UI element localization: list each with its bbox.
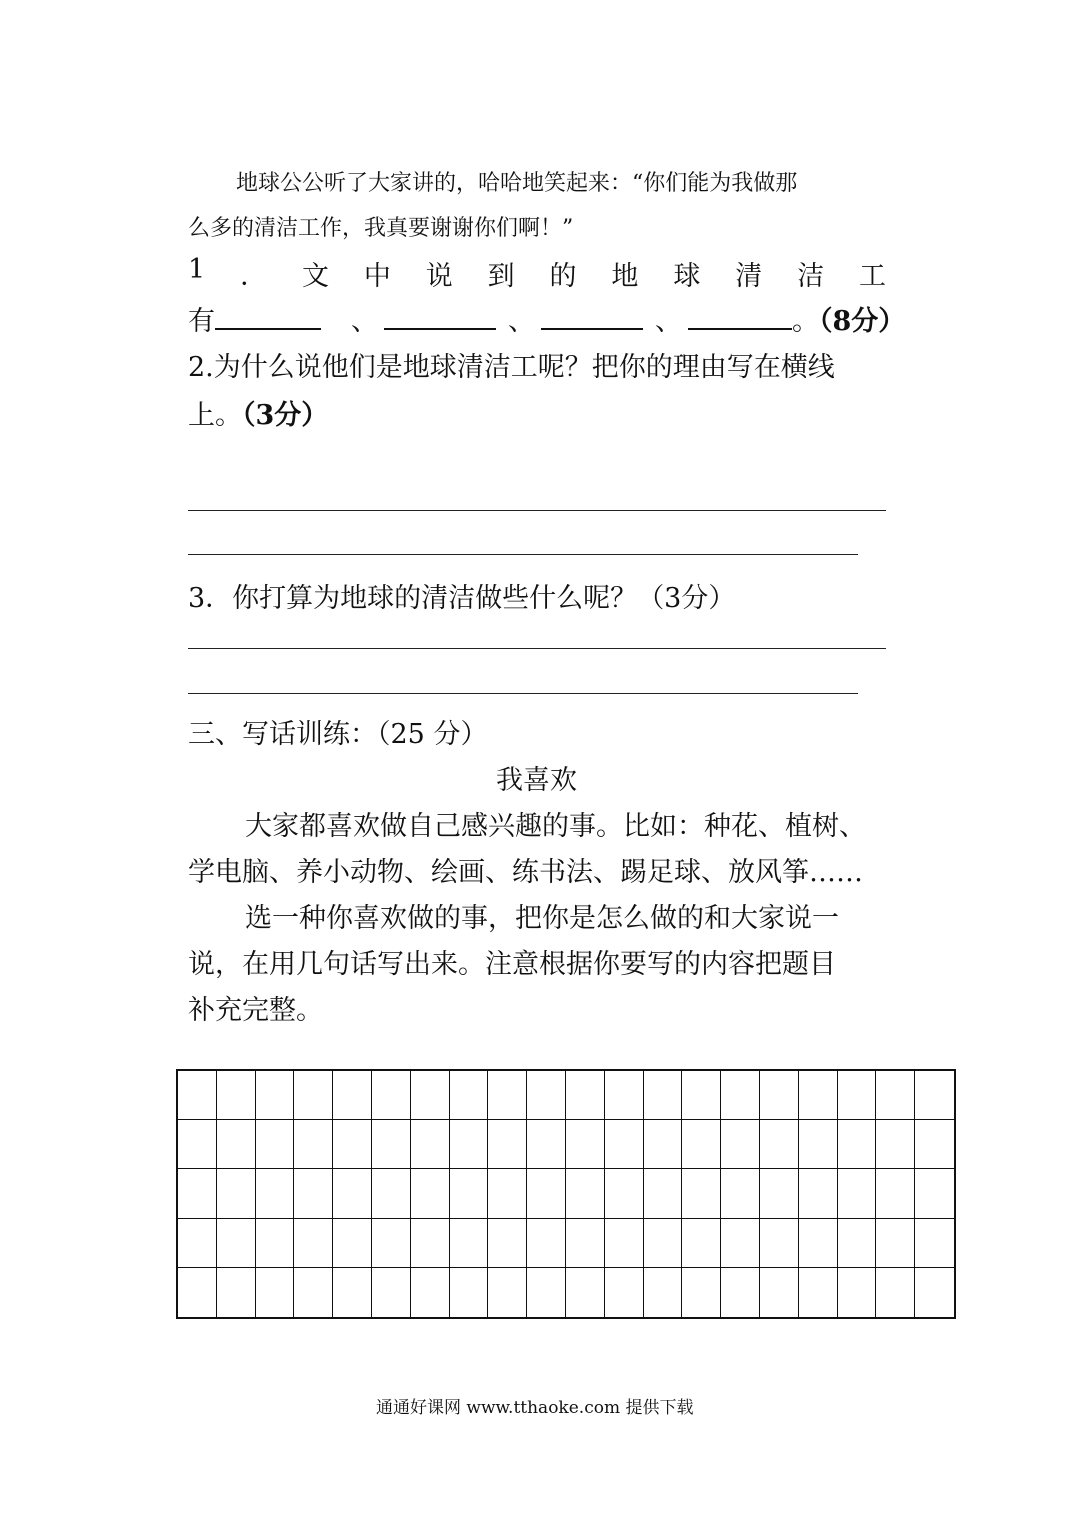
grid-cell[interactable] — [527, 1268, 566, 1317]
question-3-score: （3分） — [637, 583, 736, 614]
grid-cell[interactable] — [838, 1120, 877, 1169]
grid-cell[interactable] — [682, 1120, 721, 1169]
grid-cell[interactable] — [760, 1120, 799, 1169]
grid-cell[interactable] — [333, 1169, 372, 1218]
grid-cell[interactable] — [915, 1268, 954, 1317]
grid-cell[interactable] — [566, 1169, 605, 1218]
prompt-para-2-line-1: 选一种你喜欢做的事，把你是怎么做的和大家说一 — [245, 903, 839, 934]
prompt-para-1-line-1: 大家都喜欢做自己感兴趣的事。比如：种花、植树、 — [245, 811, 866, 842]
grid-cell[interactable] — [721, 1219, 760, 1268]
passage-line-2: 么多的清洁工作，我真要谢谢你们啊！” — [188, 216, 574, 241]
grid-cell[interactable] — [605, 1268, 644, 1317]
grid-cell[interactable] — [411, 1268, 450, 1317]
grid-cell[interactable] — [527, 1071, 566, 1120]
grid-cell[interactable] — [488, 1169, 527, 1218]
grid-cell[interactable] — [799, 1268, 838, 1317]
grid-cell[interactable] — [178, 1071, 217, 1120]
grid-cell[interactable] — [644, 1071, 683, 1120]
grid-cell[interactable] — [644, 1219, 683, 1268]
question-1-prefix: 有 — [188, 306, 215, 337]
grid-cell[interactable] — [915, 1120, 954, 1169]
grid-cell[interactable] — [178, 1219, 217, 1268]
grid-cell[interactable] — [644, 1268, 683, 1317]
grid-cell[interactable] — [566, 1219, 605, 1268]
grid-cell[interactable] — [876, 1169, 915, 1218]
grid-cell[interactable] — [644, 1120, 683, 1169]
prompt-para-2-line-2: 说，在用几句话写出来。注意根据你要写的内容把题目 — [188, 949, 836, 980]
grid-cell[interactable] — [838, 1268, 877, 1317]
grid-cell[interactable] — [450, 1169, 489, 1218]
question-1-char: 清 — [735, 261, 763, 292]
grid-cell[interactable] — [527, 1219, 566, 1268]
grid-cell[interactable] — [682, 1071, 721, 1120]
passage-line-1: 地球公公听了大家讲的，哈哈地笑起来：“你们能为我做那 — [236, 171, 798, 196]
question-1-char: 文 — [301, 261, 329, 292]
grid-cell[interactable] — [915, 1071, 954, 1120]
grid-cell[interactable] — [876, 1268, 915, 1317]
grid-cell[interactable] — [605, 1071, 644, 1120]
grid-cell[interactable] — [333, 1071, 372, 1120]
question-2-text: 上。 — [188, 400, 242, 431]
section-3-heading: 三、写话训练：（25 分） — [188, 719, 488, 750]
question-1-char: 中 — [363, 261, 391, 292]
grid-cell[interactable] — [256, 1120, 295, 1169]
grid-cell[interactable] — [876, 1120, 915, 1169]
grid-cell[interactable] — [566, 1268, 605, 1317]
question-1-char: 洁 — [797, 261, 825, 292]
writing-grid[interactable] — [176, 1069, 956, 1319]
grid-cell[interactable] — [799, 1169, 838, 1218]
question-1-char: 说 — [425, 261, 453, 292]
grid-cell[interactable] — [915, 1219, 954, 1268]
grid-cell[interactable] — [178, 1268, 217, 1317]
grid-cell[interactable] — [876, 1071, 915, 1120]
question-1-char: 的 — [549, 261, 577, 292]
grid-cell[interactable] — [294, 1120, 333, 1169]
grid-cell[interactable] — [372, 1169, 411, 1218]
grid-cell[interactable] — [721, 1071, 760, 1120]
grid-cell[interactable] — [721, 1268, 760, 1317]
grid-cell[interactable] — [450, 1219, 489, 1268]
answer-line[interactable] — [188, 648, 886, 649]
grid-cell[interactable] — [217, 1071, 256, 1120]
prompt-para-2-line-3: 补充完整。 — [188, 995, 323, 1026]
grid-cell[interactable] — [488, 1071, 527, 1120]
grid-cell[interactable] — [294, 1219, 333, 1268]
separator: 、 — [508, 306, 535, 337]
grid-cell[interactable] — [450, 1268, 489, 1317]
grid-cell[interactable] — [372, 1120, 411, 1169]
answer-blank-4[interactable] — [688, 306, 792, 330]
grid-cell[interactable] — [217, 1120, 256, 1169]
question-1-char: 地 — [611, 261, 639, 292]
grid-cell[interactable] — [217, 1268, 256, 1317]
grid-cell[interactable] — [799, 1219, 838, 1268]
grid-cell[interactable] — [605, 1120, 644, 1169]
grid-cell[interactable] — [605, 1219, 644, 1268]
grid-cell[interactable] — [372, 1268, 411, 1317]
grid-cell[interactable] — [450, 1071, 489, 1120]
answer-blank-1[interactable] — [215, 306, 321, 330]
grid-cell[interactable] — [256, 1071, 295, 1120]
grid-cell[interactable] — [333, 1268, 372, 1317]
grid-cell[interactable] — [488, 1120, 527, 1169]
answer-line[interactable] — [188, 510, 886, 511]
question-1-char: ． — [240, 261, 268, 292]
grid-cell[interactable] — [721, 1169, 760, 1218]
separator: 、 — [351, 306, 378, 337]
question-1-char: 1 — [188, 254, 206, 285]
grid-cell[interactable] — [256, 1219, 295, 1268]
grid-cell[interactable] — [527, 1169, 566, 1218]
grid-cell[interactable] — [488, 1268, 527, 1317]
grid-cell[interactable] — [876, 1219, 915, 1268]
answer-blank-3[interactable] — [541, 306, 643, 330]
grid-cell[interactable] — [682, 1169, 721, 1218]
grid-cell[interactable] — [372, 1219, 411, 1268]
grid-cell[interactable] — [838, 1169, 877, 1218]
grid-cell[interactable] — [682, 1219, 721, 1268]
grid-cell[interactable] — [838, 1219, 877, 1268]
grid-cell[interactable] — [217, 1169, 256, 1218]
grid-cell[interactable] — [411, 1120, 450, 1169]
grid-cell[interactable] — [799, 1120, 838, 1169]
grid-cell[interactable] — [721, 1120, 760, 1169]
grid-cell[interactable] — [799, 1071, 838, 1120]
grid-cell[interactable] — [566, 1120, 605, 1169]
question-1-line-2 — [188, 299, 905, 338]
question-2-line-1: 2.为什么说他们是地球清洁工呢？把你的理由写在横线 — [188, 352, 835, 383]
grid-cell[interactable] — [450, 1120, 489, 1169]
grid-cell[interactable] — [372, 1071, 411, 1120]
answer-blank-2[interactable] — [384, 306, 496, 330]
grid-cell[interactable] — [682, 1268, 721, 1317]
question-1-score: （8分） — [819, 306, 906, 337]
grid-cell[interactable] — [411, 1071, 450, 1120]
grid-cell[interactable] — [760, 1071, 799, 1120]
question-2-line-2 — [188, 393, 328, 432]
grid-cell[interactable] — [178, 1120, 217, 1169]
grid-cell[interactable] — [333, 1219, 372, 1268]
grid-cell[interactable] — [760, 1268, 799, 1317]
grid-cell[interactable] — [488, 1219, 527, 1268]
grid-cell[interactable] — [760, 1169, 799, 1218]
grid-cell[interactable] — [605, 1169, 644, 1218]
essay-title: 我喜欢 — [496, 765, 577, 796]
question-2-score: （3分） — [242, 400, 329, 431]
grid-cell[interactable] — [256, 1169, 295, 1218]
grid-cell[interactable] — [256, 1268, 295, 1317]
grid-cell[interactable] — [411, 1169, 450, 1218]
grid-cell[interactable] — [760, 1219, 799, 1268]
grid-cell[interactable] — [411, 1219, 450, 1268]
question-1-line-1 — [188, 254, 886, 293]
grid-cell[interactable] — [333, 1120, 372, 1169]
grid-cell[interactable] — [294, 1071, 333, 1120]
question-1-char: 工 — [858, 261, 886, 292]
grid-cell[interactable] — [915, 1169, 954, 1218]
grid-cell[interactable] — [294, 1268, 333, 1317]
prompt-para-1-line-2: 学电脑、养小动物、绘画、练书法、踢足球、放风筝…… — [188, 857, 863, 888]
grid-cell[interactable] — [178, 1169, 217, 1218]
grid-cell[interactable] — [644, 1169, 683, 1218]
grid-cell[interactable] — [838, 1071, 877, 1120]
grid-cell[interactable] — [217, 1219, 256, 1268]
question-1-end: 。 — [792, 306, 819, 337]
question-3 — [188, 576, 735, 615]
grid-cell[interactable] — [527, 1120, 566, 1169]
grid-cell[interactable] — [566, 1071, 605, 1120]
footer-text: 通通好课网 www.tthaoke.com 提供下载 — [376, 1398, 694, 1418]
grid-cell[interactable] — [294, 1169, 333, 1218]
answer-line[interactable] — [188, 693, 858, 694]
question-1-char: 到 — [487, 261, 515, 292]
question-3-text: 3．你打算为地球的清洁做些什么呢？ — [188, 583, 638, 614]
question-1-char: 球 — [673, 261, 701, 292]
separator: 、 — [655, 306, 682, 337]
answer-line[interactable] — [188, 554, 858, 555]
